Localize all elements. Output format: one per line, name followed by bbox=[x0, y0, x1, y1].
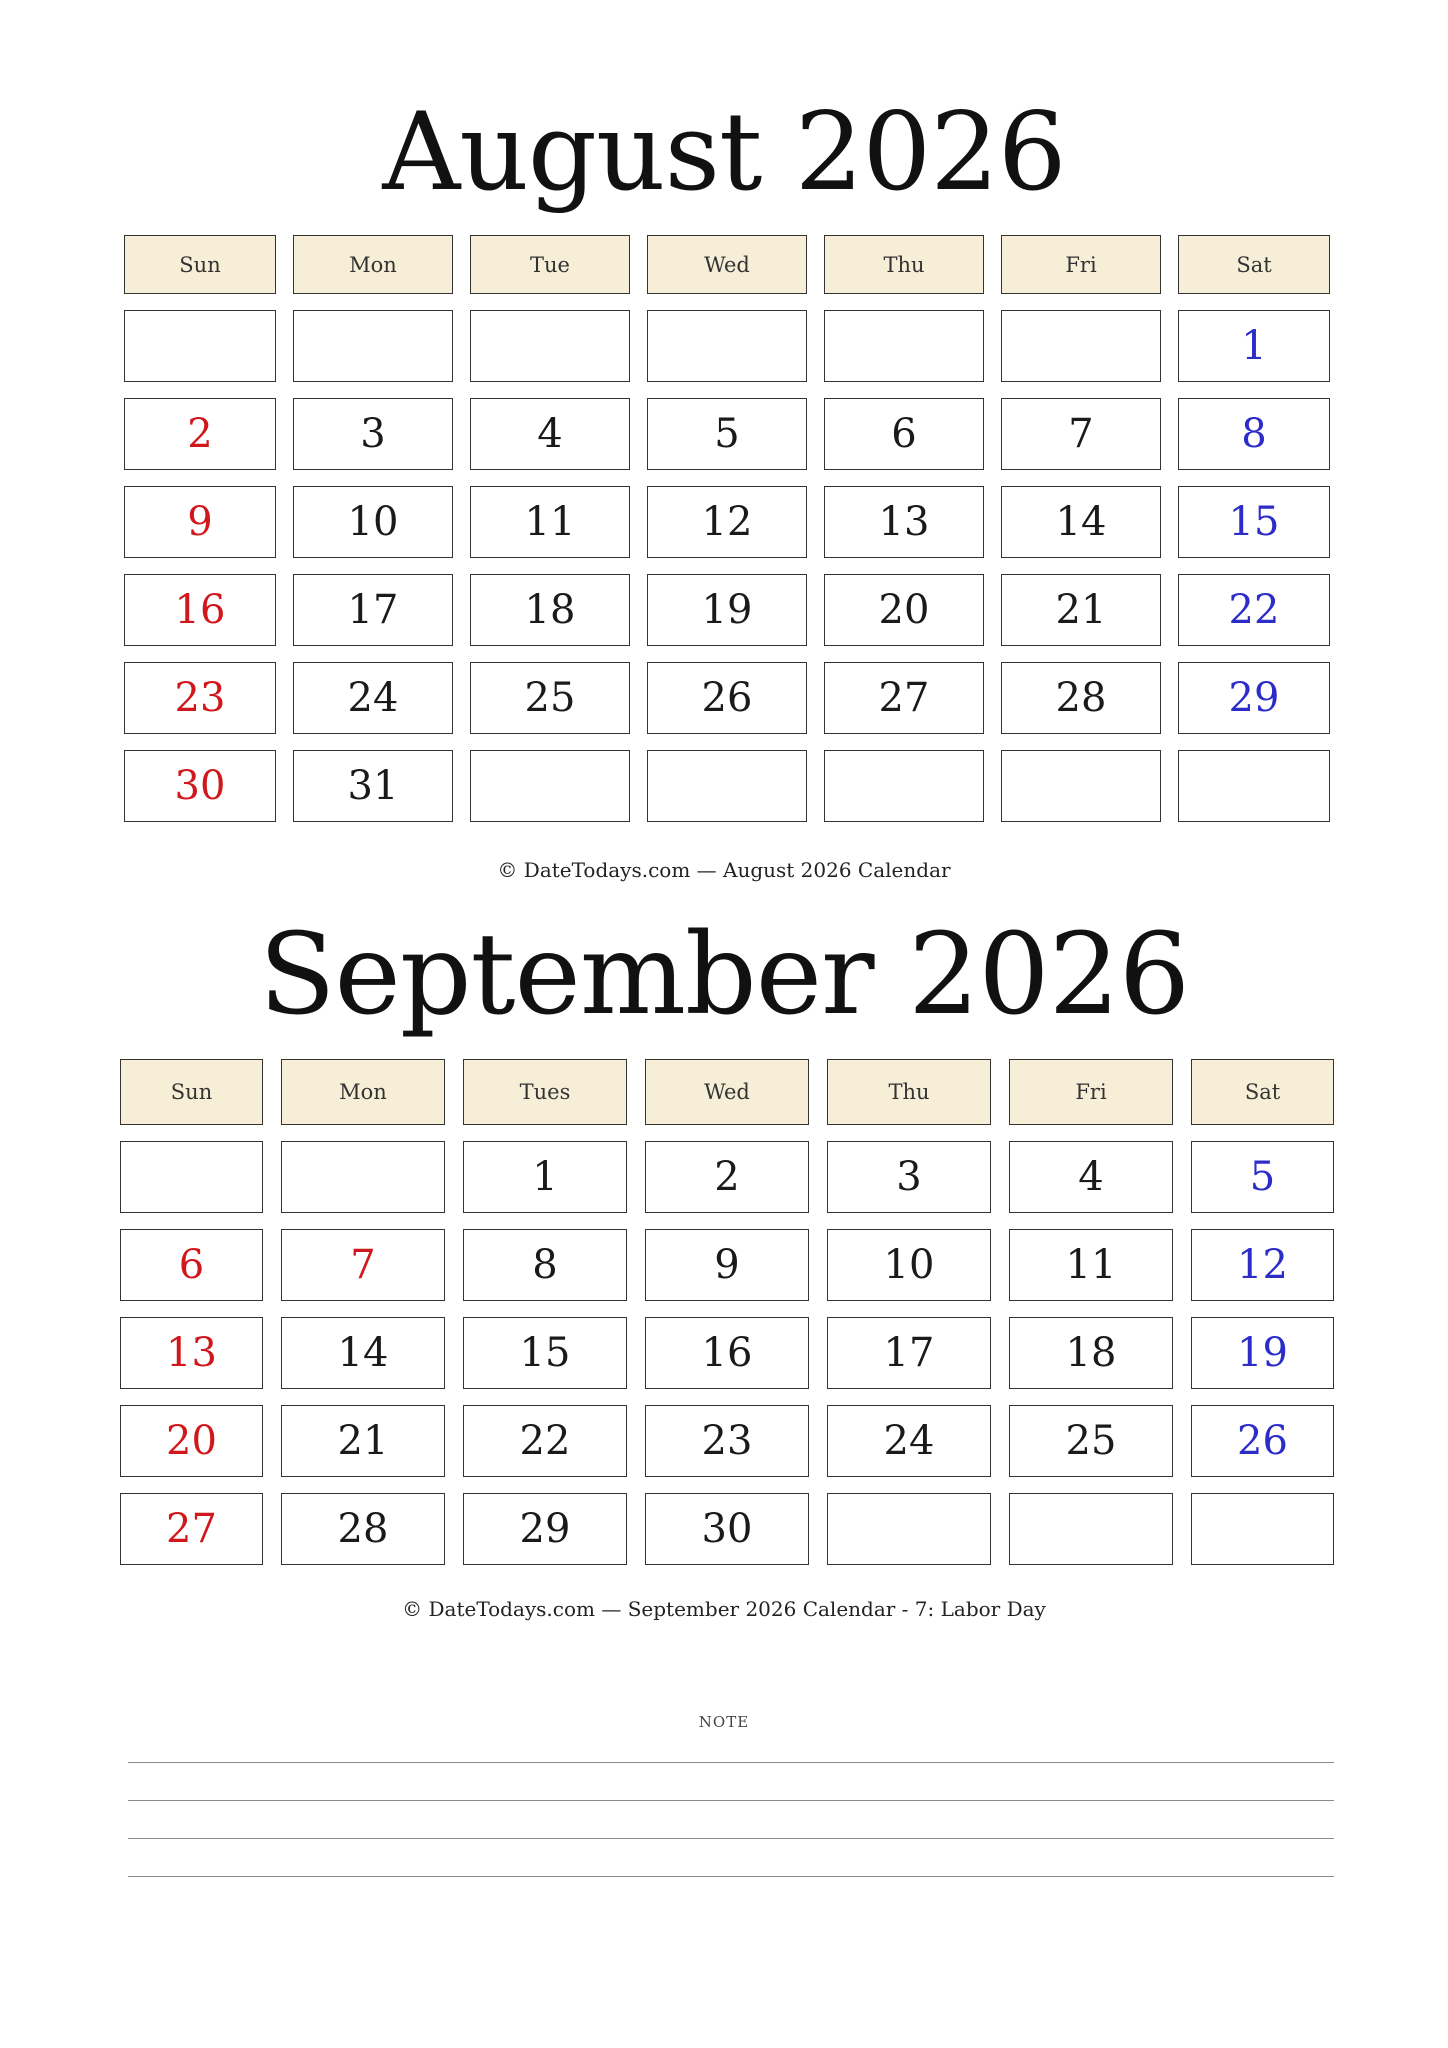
empty-day-cell bbox=[1001, 750, 1161, 822]
weekday-header-tue: Tue bbox=[470, 235, 630, 294]
day-cell-5: 5 bbox=[647, 398, 807, 470]
day-cell-24: 24 bbox=[293, 662, 453, 734]
weekday-header-sun: Sun bbox=[120, 1059, 263, 1125]
day-cell-26: 26 bbox=[1191, 1405, 1334, 1477]
day-cell-6: 6 bbox=[120, 1229, 263, 1301]
weekday-header-fri: Fri bbox=[1009, 1059, 1173, 1125]
day-cell-17: 17 bbox=[293, 574, 453, 646]
day-cell-13: 13 bbox=[824, 486, 984, 558]
day-cell-1: 1 bbox=[1178, 310, 1330, 382]
day-cell-16: 16 bbox=[124, 574, 276, 646]
day-cell-25: 25 bbox=[470, 662, 630, 734]
day-cell-31: 31 bbox=[293, 750, 453, 822]
day-cell-21: 21 bbox=[281, 1405, 445, 1477]
weekday-header-wed: Wed bbox=[647, 235, 807, 294]
day-cell-19: 19 bbox=[647, 574, 807, 646]
weekday-header-fri: Fri bbox=[1001, 235, 1161, 294]
empty-day-cell bbox=[120, 1141, 263, 1213]
empty-day-cell bbox=[293, 310, 453, 382]
day-cell-22: 22 bbox=[463, 1405, 627, 1477]
empty-day-cell bbox=[470, 750, 630, 822]
day-cell-2: 2 bbox=[124, 398, 276, 470]
weekday-header-thu: Thu bbox=[824, 235, 984, 294]
weekday-header-mon: Mon bbox=[293, 235, 453, 294]
day-cell-17: 17 bbox=[827, 1317, 991, 1389]
day-cell-20: 20 bbox=[120, 1405, 263, 1477]
weekday-header-tue: Tues bbox=[463, 1059, 627, 1125]
august-title: August 2026 bbox=[382, 90, 1066, 215]
day-cell-4: 4 bbox=[470, 398, 630, 470]
empty-day-cell bbox=[1009, 1493, 1173, 1565]
day-cell-21: 21 bbox=[1001, 574, 1161, 646]
day-cell-2: 2 bbox=[645, 1141, 809, 1213]
day-cell-11: 11 bbox=[470, 486, 630, 558]
day-cell-8: 8 bbox=[1178, 398, 1330, 470]
empty-day-cell bbox=[827, 1493, 991, 1565]
day-cell-13: 13 bbox=[120, 1317, 263, 1389]
empty-day-cell bbox=[647, 310, 807, 382]
day-cell-23: 23 bbox=[124, 662, 276, 734]
note-line bbox=[128, 1762, 1334, 1763]
empty-day-cell bbox=[1191, 1493, 1334, 1565]
day-cell-11: 11 bbox=[1009, 1229, 1173, 1301]
empty-day-cell bbox=[124, 310, 276, 382]
day-cell-10: 10 bbox=[827, 1229, 991, 1301]
day-cell-30: 30 bbox=[124, 750, 276, 822]
september-title: September 2026 bbox=[258, 910, 1190, 1040]
day-cell-30: 30 bbox=[645, 1493, 809, 1565]
day-cell-29: 29 bbox=[1178, 662, 1330, 734]
day-cell-26: 26 bbox=[647, 662, 807, 734]
day-cell-18: 18 bbox=[1009, 1317, 1173, 1389]
day-cell-12: 12 bbox=[1191, 1229, 1334, 1301]
day-cell-3: 3 bbox=[293, 398, 453, 470]
day-cell-15: 15 bbox=[463, 1317, 627, 1389]
note-label: NOTE bbox=[698, 1713, 750, 1731]
day-cell-14: 14 bbox=[1001, 486, 1161, 558]
empty-day-cell bbox=[647, 750, 807, 822]
day-cell-27: 27 bbox=[120, 1493, 263, 1565]
weekday-header-sat: Sat bbox=[1191, 1059, 1334, 1125]
day-cell-3: 3 bbox=[827, 1141, 991, 1213]
empty-day-cell bbox=[824, 310, 984, 382]
weekday-header-sun: Sun bbox=[124, 235, 276, 294]
august-calendar-grid bbox=[124, 235, 1330, 822]
weekday-header-sat: Sat bbox=[1178, 235, 1330, 294]
day-cell-22: 22 bbox=[1178, 574, 1330, 646]
empty-day-cell bbox=[1178, 750, 1330, 822]
day-cell-27: 27 bbox=[824, 662, 984, 734]
day-cell-19: 19 bbox=[1191, 1317, 1334, 1389]
day-cell-15: 15 bbox=[1178, 486, 1330, 558]
weekday-header-wed: Wed bbox=[645, 1059, 809, 1125]
day-cell-20: 20 bbox=[824, 574, 984, 646]
august-caption: © DateTodays.com — August 2026 Calendar bbox=[497, 858, 951, 882]
note-line bbox=[128, 1876, 1334, 1877]
empty-day-cell bbox=[281, 1141, 445, 1213]
empty-day-cell bbox=[470, 310, 630, 382]
day-cell-16: 16 bbox=[645, 1317, 809, 1389]
day-cell-10: 10 bbox=[293, 486, 453, 558]
day-cell-14: 14 bbox=[281, 1317, 445, 1389]
day-cell-28: 28 bbox=[281, 1493, 445, 1565]
day-cell-12: 12 bbox=[647, 486, 807, 558]
day-cell-28: 28 bbox=[1001, 662, 1161, 734]
day-cell-5: 5 bbox=[1191, 1141, 1334, 1213]
day-cell-23: 23 bbox=[645, 1405, 809, 1477]
day-cell-4: 4 bbox=[1009, 1141, 1173, 1213]
day-cell-18: 18 bbox=[470, 574, 630, 646]
note-line bbox=[128, 1800, 1334, 1801]
weekday-header-thu: Thu bbox=[827, 1059, 991, 1125]
day-cell-1: 1 bbox=[463, 1141, 627, 1213]
day-cell-25: 25 bbox=[1009, 1405, 1173, 1477]
weekday-header-mon: Mon bbox=[281, 1059, 445, 1125]
day-cell-8: 8 bbox=[463, 1229, 627, 1301]
empty-day-cell bbox=[1001, 310, 1161, 382]
day-cell-7: 7 bbox=[1001, 398, 1161, 470]
day-cell-9: 9 bbox=[645, 1229, 809, 1301]
day-cell-9: 9 bbox=[124, 486, 276, 558]
day-cell-29: 29 bbox=[463, 1493, 627, 1565]
september-calendar-grid bbox=[120, 1059, 1334, 1565]
empty-day-cell bbox=[824, 750, 984, 822]
day-cell-24: 24 bbox=[827, 1405, 991, 1477]
september-caption: © DateTodays.com — September 2026 Calendar - 7: Labor Day bbox=[402, 1597, 1046, 1621]
day-cell-6: 6 bbox=[824, 398, 984, 470]
day-cell-7: 7 bbox=[281, 1229, 445, 1301]
note-line bbox=[128, 1838, 1334, 1839]
